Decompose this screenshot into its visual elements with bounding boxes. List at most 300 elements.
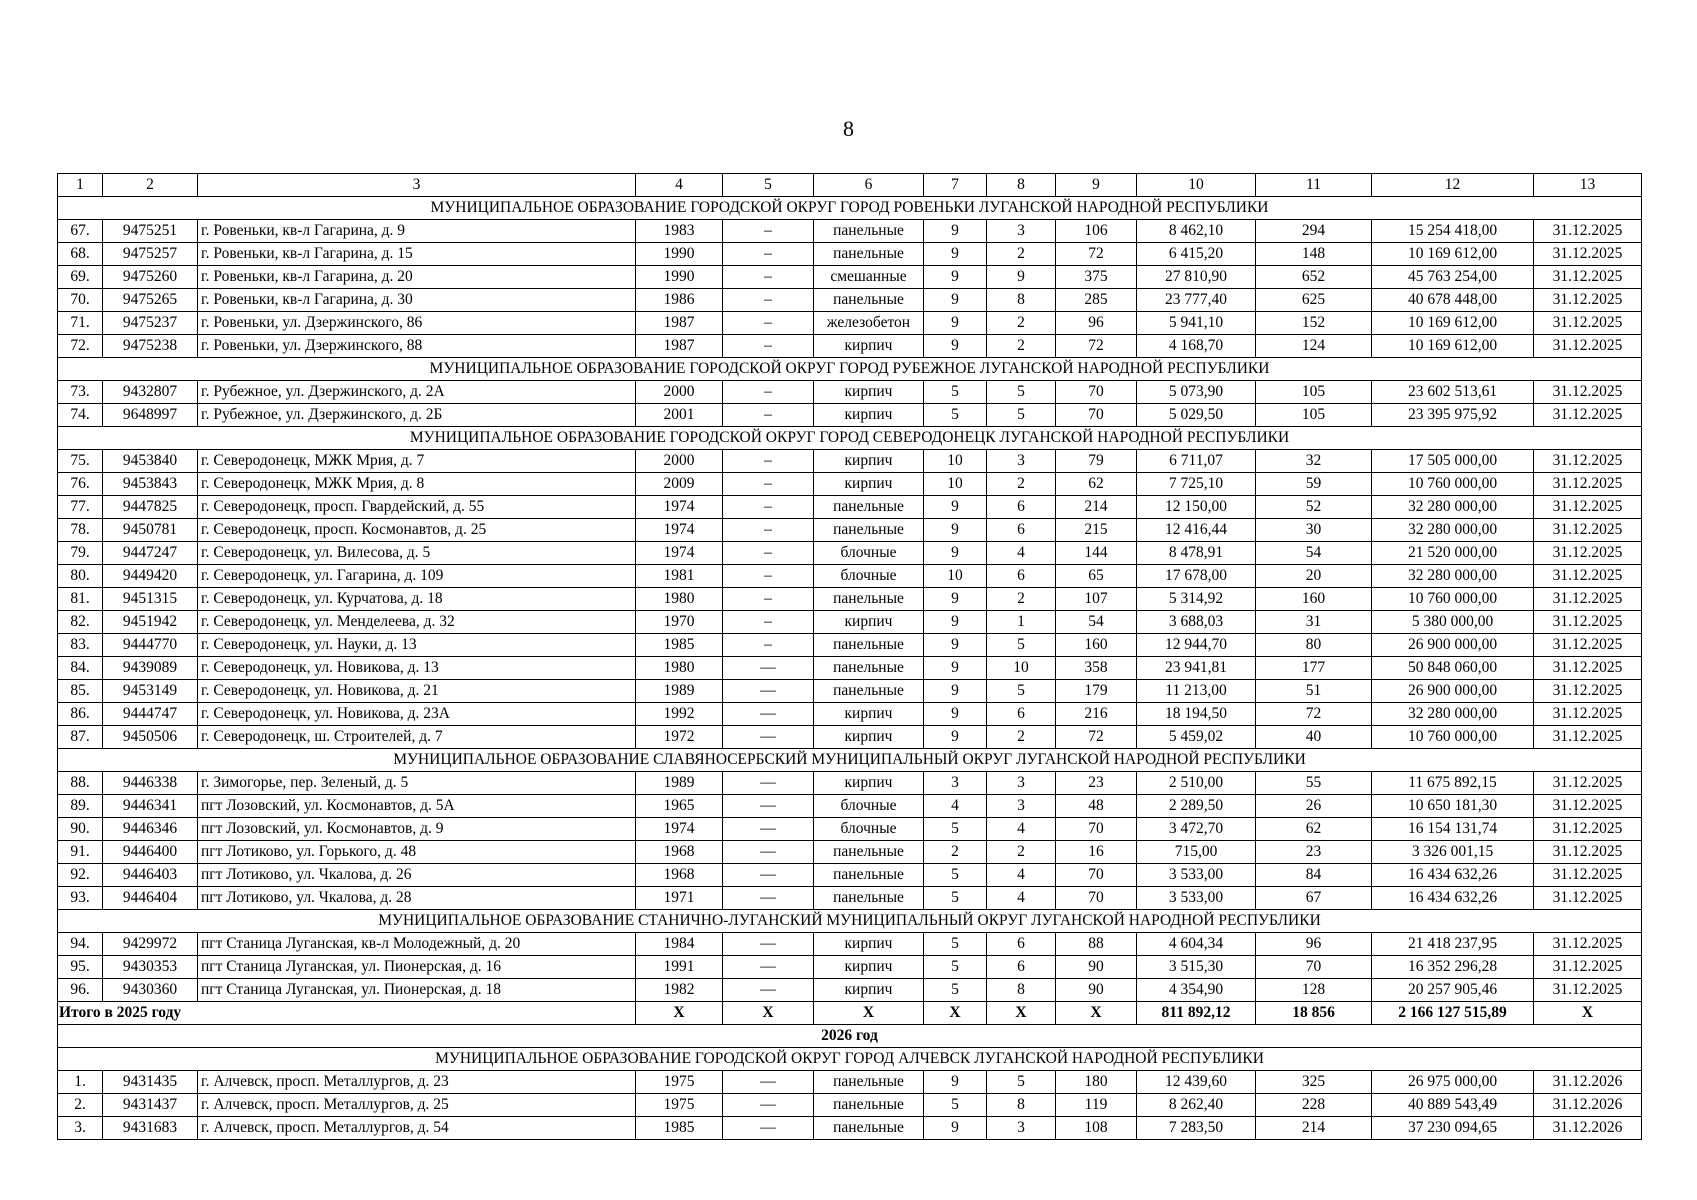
- col-5-cell: —: [723, 680, 814, 703]
- year-built-cell: 1965: [636, 795, 723, 818]
- cost-cell: 5 380 000,00: [1372, 611, 1534, 634]
- object-id-cell: 9446404: [103, 887, 198, 910]
- object-id-cell: 9648997: [103, 404, 198, 427]
- wall-material-cell: панельные: [814, 841, 924, 864]
- cost-cell: 21 418 237,95: [1372, 933, 1534, 956]
- total-area-cell: 12 416,44: [1137, 519, 1256, 542]
- apartments-cell: 179: [1056, 680, 1137, 703]
- deadline-cell: 31.12.2025: [1534, 473, 1642, 496]
- cost-cell: 17 505 000,00: [1372, 450, 1534, 473]
- entrances-cell: 4: [987, 542, 1056, 565]
- entrances-cell: 5: [987, 404, 1056, 427]
- cost-cell: 32 280 000,00: [1372, 703, 1534, 726]
- section-title: МУНИЦИПАЛЬНОЕ ОБРАЗОВАНИЕ ГОРОДСКОЙ ОКРУГ ГОРОД СЕВЕРОДОНЕЦК ЛУГАНСКОЙ НАРОДНОЙ РЕСПУБЛИКИ: [58, 427, 1642, 450]
- address-cell: пгт Лотиково, ул. Чкалова, д. 26: [198, 864, 636, 887]
- total-cell-entrances: X: [987, 1002, 1056, 1025]
- object-id-cell: 9446341: [103, 795, 198, 818]
- address-cell: пгт Лотиково, ул. Горького, д. 48: [198, 841, 636, 864]
- object-id-cell: 9446400: [103, 841, 198, 864]
- wall-material-cell: блочные: [814, 795, 924, 818]
- object-id-cell: 9450781: [103, 519, 198, 542]
- floors-cell: 3: [924, 772, 987, 795]
- floors-cell: 5: [924, 956, 987, 979]
- object-id-cell: 9451315: [103, 588, 198, 611]
- floors-cell: 2: [924, 841, 987, 864]
- table-row: [58, 979, 1642, 1002]
- cost-cell: 10 760 000,00: [1372, 726, 1534, 749]
- cost-cell: 16 434 632,26: [1372, 864, 1534, 887]
- residents-cell: 20: [1256, 565, 1372, 588]
- table-row: [58, 289, 1642, 312]
- cost-cell: 10 650 181,30: [1372, 795, 1534, 818]
- object-id-cell: 9431435: [103, 1071, 198, 1094]
- col-5-cell: –: [723, 312, 814, 335]
- cost-cell: 50 848 060,00: [1372, 657, 1534, 680]
- floors-cell: 9: [924, 312, 987, 335]
- year-built-cell: 2000: [636, 450, 723, 473]
- wall-material-cell: панельные: [814, 496, 924, 519]
- apartments-cell: 72: [1056, 243, 1137, 266]
- column-number: 2: [103, 174, 198, 197]
- total-area-cell: 3 533,00: [1137, 864, 1256, 887]
- deadline-cell: 31.12.2025: [1534, 450, 1642, 473]
- table-row: [58, 818, 1642, 841]
- wall-material-cell: кирпич: [814, 933, 924, 956]
- cost-cell: 10 169 612,00: [1372, 243, 1534, 266]
- address-cell: г. Северодонецк, просп. Гвардейский, д. 55: [198, 496, 636, 519]
- year-built-cell: 1968: [636, 864, 723, 887]
- wall-material-cell: кирпич: [814, 473, 924, 496]
- cost-cell: 16 352 296,28: [1372, 956, 1534, 979]
- residents-cell: 31: [1256, 611, 1372, 634]
- object-id-cell: 9446403: [103, 864, 198, 887]
- wall-material-cell: панельные: [814, 243, 924, 266]
- residents-cell: 70: [1256, 956, 1372, 979]
- deadline-cell: 31.12.2025: [1534, 956, 1642, 979]
- cost-cell: 23 395 975,92: [1372, 404, 1534, 427]
- section-title: МУНИЦИПАЛЬНОЕ ОБРАЗОВАНИЕ СЛАВЯНОСЕРБСКИЙ МУНИЦИПАЛЬНЫЙ ОКРУГ ЛУГАНСКОЙ НАРОДНОЙ РЕСПУБЛИКИ: [58, 749, 1642, 772]
- col-5-cell: —: [723, 726, 814, 749]
- floors-cell: 9: [924, 1071, 987, 1094]
- column-number: 10: [1137, 174, 1256, 197]
- entrances-cell: 6: [987, 703, 1056, 726]
- row-number-cell: 95.: [58, 956, 103, 979]
- object-id-cell: 9450506: [103, 726, 198, 749]
- col-5-cell: –: [723, 220, 814, 243]
- year-built-cell: 1989: [636, 680, 723, 703]
- apartments-cell: 108: [1056, 1117, 1137, 1140]
- table-row: [58, 657, 1642, 680]
- col-5-cell: –: [723, 266, 814, 289]
- year-built-cell: 1975: [636, 1094, 723, 1117]
- apartments-cell: 144: [1056, 542, 1137, 565]
- column-number: 5: [723, 174, 814, 197]
- address-cell: г. Рубежное, ул. Дзержинского, д. 2А: [198, 381, 636, 404]
- residents-cell: 26: [1256, 795, 1372, 818]
- wall-material-cell: панельные: [814, 680, 924, 703]
- residents-cell: 214: [1256, 1117, 1372, 1140]
- cost-cell: 40 889 543,49: [1372, 1094, 1534, 1117]
- object-id-cell: 9430353: [103, 956, 198, 979]
- table-row: [58, 220, 1642, 243]
- section-title: МУНИЦИПАЛЬНОЕ ОБРАЗОВАНИЕ ГОРОДСКОЙ ОКРУГ ГОРОД РУБЕЖНОЕ ЛУГАНСКОЙ НАРОДНОЙ РЕСПУБЛИКИ: [58, 358, 1642, 381]
- object-id-cell: 9444770: [103, 634, 198, 657]
- total-area-cell: 12 944,70: [1137, 634, 1256, 657]
- cost-cell: 10 169 612,00: [1372, 312, 1534, 335]
- apartments-cell: 16: [1056, 841, 1137, 864]
- floors-cell: 9: [924, 335, 987, 358]
- total-area-cell: 4 604,34: [1137, 933, 1256, 956]
- col-5-cell: —: [723, 1117, 814, 1140]
- entrances-cell: 3: [987, 772, 1056, 795]
- column-number: 13: [1534, 174, 1642, 197]
- residents-cell: 40: [1256, 726, 1372, 749]
- address-cell: г. Северодонецк, ул. Науки, д. 13: [198, 634, 636, 657]
- col-5-cell: —: [723, 772, 814, 795]
- section-title: МУНИЦИПАЛЬНОЕ ОБРАЗОВАНИЕ ГОРОДСКОЙ ОКРУГ ГОРОД РОВЕНЬКИ ЛУГАНСКОЙ НАРОДНОЙ РЕСПУБЛИКИ: [58, 197, 1642, 220]
- residents-cell: 54: [1256, 542, 1372, 565]
- apartments-cell: 72: [1056, 335, 1137, 358]
- apartments-cell: 214: [1056, 496, 1137, 519]
- entrances-cell: 3: [987, 1117, 1056, 1140]
- entrances-cell: 8: [987, 1094, 1056, 1117]
- row-number-cell: 86.: [58, 703, 103, 726]
- floors-cell: 9: [924, 726, 987, 749]
- wall-material-cell: кирпич: [814, 703, 924, 726]
- wall-material-cell: смешанные: [814, 266, 924, 289]
- object-id-cell: 9451942: [103, 611, 198, 634]
- wall-material-cell: панельные: [814, 519, 924, 542]
- table-row: [58, 542, 1642, 565]
- residents-cell: 52: [1256, 496, 1372, 519]
- total-area-cell: 2 289,50: [1137, 795, 1256, 818]
- object-id-cell: 9446346: [103, 818, 198, 841]
- entrances-cell: 4: [987, 864, 1056, 887]
- entrances-cell: 6: [987, 565, 1056, 588]
- column-number: 12: [1372, 174, 1534, 197]
- cost-cell: 32 280 000,00: [1372, 519, 1534, 542]
- total-area-cell: 17 678,00: [1137, 565, 1256, 588]
- year-built-cell: 1974: [636, 519, 723, 542]
- object-id-cell: 9447247: [103, 542, 198, 565]
- floors-cell: 9: [924, 1117, 987, 1140]
- entrances-cell: 5: [987, 634, 1056, 657]
- address-cell: г. Алчевск, просп. Металлургов, д. 23: [198, 1071, 636, 1094]
- table-row: [58, 565, 1642, 588]
- address-cell: г. Ровеньки, ул. Дзержинского, 88: [198, 335, 636, 358]
- year-built-cell: 1986: [636, 289, 723, 312]
- row-number-cell: 1.: [58, 1071, 103, 1094]
- total-area-cell: 2 510,00: [1137, 772, 1256, 795]
- total-area-cell: 12 150,00: [1137, 496, 1256, 519]
- floors-cell: 9: [924, 657, 987, 680]
- column-number: 1: [58, 174, 103, 197]
- apartments-cell: 180: [1056, 1071, 1137, 1094]
- apartments-cell: 358: [1056, 657, 1137, 680]
- row-number-cell: 70.: [58, 289, 103, 312]
- col-5-cell: –: [723, 473, 814, 496]
- table-row: [58, 795, 1642, 818]
- cost-cell: 32 280 000,00: [1372, 565, 1534, 588]
- cost-cell: 16 154 131,74: [1372, 818, 1534, 841]
- apartments-cell: 23: [1056, 772, 1137, 795]
- residents-cell: 625: [1256, 289, 1372, 312]
- wall-material-cell: кирпич: [814, 979, 924, 1002]
- apartments-cell: 48: [1056, 795, 1137, 818]
- row-number-cell: 77.: [58, 496, 103, 519]
- section-title: МУНИЦИПАЛЬНОЕ ОБРАЗОВАНИЕ СТАНИЧНО-ЛУГАНСКИЙ МУНИЦИПАЛЬНЫЙ ОКРУГ ЛУГАНСКОЙ НАРОДНОЙ РЕСПУБЛИКИ: [58, 910, 1642, 933]
- floors-cell: 5: [924, 1094, 987, 1117]
- wall-material-cell: кирпич: [814, 335, 924, 358]
- address-cell: г. Алчевск, просп. Металлургов, д. 54: [198, 1117, 636, 1140]
- year-built-cell: 1984: [636, 933, 723, 956]
- floors-cell: 9: [924, 703, 987, 726]
- entrances-cell: 4: [987, 887, 1056, 910]
- total-cell-wall-material: X: [814, 1002, 924, 1025]
- table-row: [58, 680, 1642, 703]
- residents-cell: 23: [1256, 841, 1372, 864]
- total-cell-col-5: X: [723, 1002, 814, 1025]
- col-5-cell: –: [723, 289, 814, 312]
- deadline-cell: 31.12.2025: [1534, 818, 1642, 841]
- total-cell-deadline: X: [1534, 1002, 1642, 1025]
- floors-cell: 9: [924, 220, 987, 243]
- row-number-cell: 94.: [58, 933, 103, 956]
- year-built-cell: 1971: [636, 887, 723, 910]
- wall-material-cell: панельные: [814, 634, 924, 657]
- cost-cell: 37 230 094,65: [1372, 1117, 1534, 1140]
- deadline-cell: 31.12.2025: [1534, 266, 1642, 289]
- total-cell-total-area: 811 892,12: [1137, 1002, 1256, 1025]
- residents-cell: 105: [1256, 404, 1372, 427]
- total-area-cell: 3 688,03: [1137, 611, 1256, 634]
- col-5-cell: —: [723, 887, 814, 910]
- wall-material-cell: панельные: [814, 887, 924, 910]
- wall-material-cell: панельные: [814, 220, 924, 243]
- entrances-cell: 5: [987, 680, 1056, 703]
- object-id-cell: 9431437: [103, 1094, 198, 1117]
- total-area-cell: 6 711,07: [1137, 450, 1256, 473]
- col-5-cell: —: [723, 1094, 814, 1117]
- deadline-cell: 31.12.2025: [1534, 220, 1642, 243]
- year-built-cell: 1970: [636, 611, 723, 634]
- year-built-cell: 1992: [636, 703, 723, 726]
- table-row: [58, 588, 1642, 611]
- year-built-cell: 1990: [636, 266, 723, 289]
- apartments-cell: 65: [1056, 565, 1137, 588]
- year-built-cell: 1985: [636, 634, 723, 657]
- table-row: [58, 887, 1642, 910]
- residents-cell: 32: [1256, 450, 1372, 473]
- year-built-cell: 1982: [636, 979, 723, 1002]
- floors-cell: 9: [924, 542, 987, 565]
- page-number: 8: [843, 116, 854, 141]
- deadline-cell: 31.12.2025: [1534, 726, 1642, 749]
- wall-material-cell: блочные: [814, 565, 924, 588]
- address-cell: г. Зимогорье, пер. Зеленый, д. 5: [198, 772, 636, 795]
- deadline-cell: 31.12.2025: [1534, 611, 1642, 634]
- wall-material-cell: кирпич: [814, 404, 924, 427]
- apartments-cell: 70: [1056, 887, 1137, 910]
- residents-cell: 652: [1256, 266, 1372, 289]
- address-cell: г. Ровеньки, кв-л Гагарина, д. 20: [198, 266, 636, 289]
- address-cell: г. Ровеньки, кв-л Гагарина, д. 15: [198, 243, 636, 266]
- row-number-cell: 90.: [58, 818, 103, 841]
- apartments-cell: 79: [1056, 450, 1137, 473]
- object-id-cell: 9446338: [103, 772, 198, 795]
- object-id-cell: 9453843: [103, 473, 198, 496]
- cost-cell: 10 760 000,00: [1372, 588, 1534, 611]
- floors-cell: 5: [924, 818, 987, 841]
- residents-cell: 177: [1256, 657, 1372, 680]
- address-cell: г. Северодонецк, ул. Вилесова, д. 5: [198, 542, 636, 565]
- wall-material-cell: панельные: [814, 1094, 924, 1117]
- col-5-cell: –: [723, 565, 814, 588]
- table-row: [58, 450, 1642, 473]
- total-area-cell: 8 462,10: [1137, 220, 1256, 243]
- deadline-cell: 31.12.2025: [1534, 979, 1642, 1002]
- address-cell: г. Северодонецк, ул. Гагарина, д. 109: [198, 565, 636, 588]
- table-row: [58, 496, 1642, 519]
- apartments-cell: 375: [1056, 266, 1137, 289]
- residents-cell: 128: [1256, 979, 1372, 1002]
- total-area-cell: 18 194,50: [1137, 703, 1256, 726]
- wall-material-cell: панельные: [814, 588, 924, 611]
- total-area-cell: 8 478,91: [1137, 542, 1256, 565]
- section-row: [58, 197, 1642, 220]
- total-cell-year-built: X: [636, 1002, 723, 1025]
- apartments-cell: 72: [1056, 726, 1137, 749]
- row-number-cell: 83.: [58, 634, 103, 657]
- total-area-cell: 23 777,40: [1137, 289, 1256, 312]
- year-title: 2026 год: [58, 1025, 1642, 1048]
- floors-cell: 5: [924, 404, 987, 427]
- floors-cell: 9: [924, 680, 987, 703]
- deadline-cell: 31.12.2025: [1534, 381, 1642, 404]
- total-area-cell: 4 168,70: [1137, 335, 1256, 358]
- year-built-cell: 1974: [636, 818, 723, 841]
- total-area-cell: 3 533,00: [1137, 887, 1256, 910]
- total-row: [58, 1002, 1642, 1025]
- table-row: [58, 841, 1642, 864]
- year-built-cell: 1972: [636, 726, 723, 749]
- year-row: [58, 1025, 1642, 1048]
- object-id-cell: 9475237: [103, 312, 198, 335]
- address-cell: пгт Лотиково, ул. Чкалова, д. 28: [198, 887, 636, 910]
- deadline-cell: 31.12.2025: [1534, 772, 1642, 795]
- total-area-cell: 715,00: [1137, 841, 1256, 864]
- deadline-cell: 31.12.2026: [1534, 1094, 1642, 1117]
- deadline-cell: 31.12.2025: [1534, 335, 1642, 358]
- entrances-cell: 6: [987, 933, 1056, 956]
- total-area-cell: 5 073,90: [1137, 381, 1256, 404]
- deadline-cell: 31.12.2025: [1534, 404, 1642, 427]
- total-area-cell: 23 941,81: [1137, 657, 1256, 680]
- row-number-cell: 75.: [58, 450, 103, 473]
- total-area-cell: 27 810,90: [1137, 266, 1256, 289]
- deadline-cell: 31.12.2025: [1534, 887, 1642, 910]
- wall-material-cell: панельные: [814, 1117, 924, 1140]
- section-title: МУНИЦИПАЛЬНОЕ ОБРАЗОВАНИЕ ГОРОДСКОЙ ОКРУГ ГОРОД АЛЧЕВСК ЛУГАНСКОЙ НАРОДНОЙ РЕСПУБЛИКИ: [58, 1048, 1642, 1071]
- table-row: [58, 933, 1642, 956]
- residents-cell: 148: [1256, 243, 1372, 266]
- residents-cell: 84: [1256, 864, 1372, 887]
- table-row: [58, 404, 1642, 427]
- row-number-cell: 74.: [58, 404, 103, 427]
- object-id-cell: 9475238: [103, 335, 198, 358]
- apartments-cell: 215: [1056, 519, 1137, 542]
- residents-cell: 105: [1256, 381, 1372, 404]
- year-built-cell: 1974: [636, 496, 723, 519]
- wall-material-cell: панельные: [814, 289, 924, 312]
- deadline-cell: 31.12.2025: [1534, 243, 1642, 266]
- cost-cell: 11 675 892,15: [1372, 772, 1534, 795]
- row-number-cell: 87.: [58, 726, 103, 749]
- deadline-cell: 31.12.2025: [1534, 933, 1642, 956]
- floors-cell: 10: [924, 565, 987, 588]
- year-built-cell: 1991: [636, 956, 723, 979]
- table-row: [58, 381, 1642, 404]
- object-id-cell: 9432807: [103, 381, 198, 404]
- deadline-cell: 31.12.2025: [1534, 312, 1642, 335]
- address-cell: пгт Лозовский, ул. Космонавтов, д. 5А: [198, 795, 636, 818]
- residents-cell: 80: [1256, 634, 1372, 657]
- floors-cell: 10: [924, 473, 987, 496]
- section-row: [58, 910, 1642, 933]
- row-number-cell: 91.: [58, 841, 103, 864]
- entrances-cell: 2: [987, 473, 1056, 496]
- column-number: 8: [987, 174, 1056, 197]
- cost-cell: 23 602 513,61: [1372, 381, 1534, 404]
- deadline-cell: 31.12.2025: [1534, 680, 1642, 703]
- total-area-cell: 12 439,60: [1137, 1071, 1256, 1094]
- object-id-cell: 9429972: [103, 933, 198, 956]
- table-row: [58, 335, 1642, 358]
- row-number-cell: 80.: [58, 565, 103, 588]
- entrances-cell: 6: [987, 519, 1056, 542]
- floors-cell: 9: [924, 519, 987, 542]
- col-5-cell: —: [723, 1071, 814, 1094]
- col-5-cell: —: [723, 703, 814, 726]
- entrances-cell: 3: [987, 795, 1056, 818]
- deadline-cell: 31.12.2025: [1534, 841, 1642, 864]
- table-row: [58, 1094, 1642, 1117]
- year-built-cell: 2000: [636, 381, 723, 404]
- col-5-cell: –: [723, 381, 814, 404]
- cost-cell: 32 280 000,00: [1372, 496, 1534, 519]
- cost-cell: 3 326 001,15: [1372, 841, 1534, 864]
- table-row: [58, 519, 1642, 542]
- row-number-cell: 82.: [58, 611, 103, 634]
- table-row: [58, 1117, 1642, 1140]
- apartments-cell: 70: [1056, 404, 1137, 427]
- row-number-cell: 67.: [58, 220, 103, 243]
- column-number: 6: [814, 174, 924, 197]
- apartments-cell: 285: [1056, 289, 1137, 312]
- year-built-cell: 1990: [636, 243, 723, 266]
- col-5-cell: –: [723, 634, 814, 657]
- row-number-cell: 88.: [58, 772, 103, 795]
- cost-cell: 15 254 418,00: [1372, 220, 1534, 243]
- year-built-cell: 1975: [636, 1071, 723, 1094]
- year-built-cell: 1968: [636, 841, 723, 864]
- row-number-cell: 69.: [58, 266, 103, 289]
- residents-cell: 72: [1256, 703, 1372, 726]
- total-area-cell: 7 725,10: [1137, 473, 1256, 496]
- deadline-cell: 31.12.2025: [1534, 496, 1642, 519]
- deadline-cell: 31.12.2025: [1534, 864, 1642, 887]
- floors-cell: 10: [924, 450, 987, 473]
